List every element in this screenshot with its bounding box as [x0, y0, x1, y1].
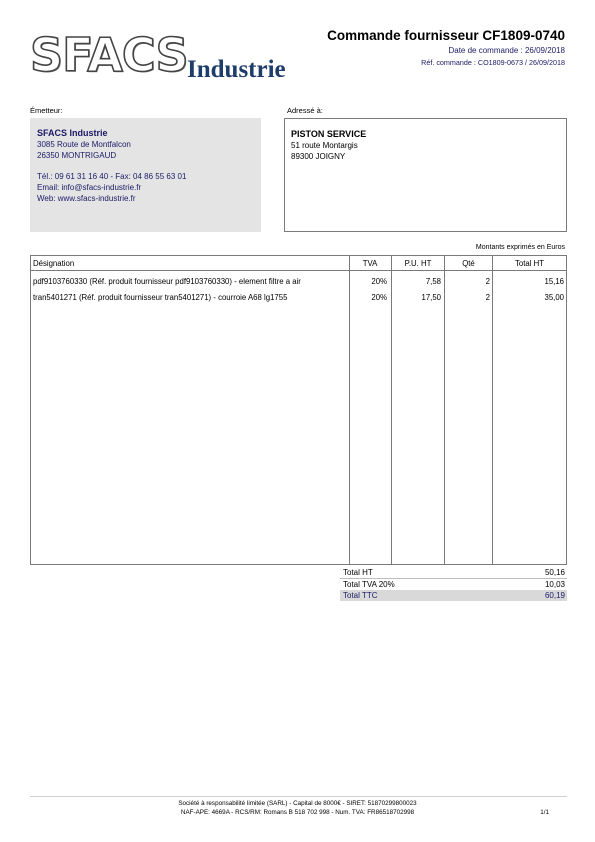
total-ttc-row: [340, 590, 567, 601]
row-tva: 20%: [371, 277, 387, 286]
order-reference: Réf. commande : CO1809-0673 / 26/09/2018: [421, 58, 565, 67]
sender-address-box: [30, 118, 261, 232]
sender-phone: Tél.: 09 61 31 16 40 - Fax: 04 86 55 63 01: [37, 172, 187, 181]
logo-subtitle: Industrie: [187, 56, 286, 83]
sender-website: Web: www.sfacs-industrie.fr: [37, 194, 136, 203]
sender-city: 26350 MONTRIGAUD: [37, 151, 117, 160]
row-quantity: 2: [485, 293, 490, 302]
row-tva: 20%: [371, 293, 387, 302]
total-tva-value: 10,03: [544, 580, 565, 589]
recipient-address-box: [284, 118, 567, 232]
column-header-unit-price: P.U. HT: [404, 259, 432, 268]
row-designation: pdf9103760330 (Réf. produit fournisseur pdf9103760330) - element filtre a air: [33, 277, 301, 286]
row-quantity: 2: [485, 277, 490, 286]
order-lines-table: [30, 255, 567, 565]
recipient-name: PISTON SERVICE: [291, 129, 367, 139]
column-header-tva: TVA: [362, 259, 378, 268]
totals-block: [340, 567, 567, 601]
sender-name: SFACS Industrie: [37, 128, 108, 138]
recipient-label: Adressé à:: [287, 106, 323, 115]
row-total: 15,16: [544, 277, 564, 286]
currency-note: Montants exprimés en Euros: [475, 244, 565, 251]
column-header-quantity: Qté: [462, 259, 475, 268]
row-unit-price: 17,50: [421, 293, 441, 302]
total-ttc-label: Total TTC: [343, 591, 378, 600]
total-ht-label: Total HT: [343, 568, 373, 577]
footer-legal-line-2: NAF-APE: 4669A - RCS/RM: Romans B 518 702 998 - Num. TVA: FR86518702998: [180, 809, 415, 816]
footer-legal-line-1: Société à responsabilité limitée (SARL) - Capital de 8000€ - SIRET: 51870299800023: [178, 800, 417, 807]
page-number: 1/1: [540, 809, 549, 816]
total-ht-row: [340, 567, 567, 578]
total-tva-row: [340, 578, 567, 590]
sender-email: Email: info@sfacs-industrie.fr: [37, 183, 142, 192]
order-date: Date de commande : 26/09/2018: [448, 46, 565, 55]
row-unit-price: 7,58: [425, 277, 441, 286]
footer-divider: [30, 796, 567, 797]
company-logo: [30, 28, 315, 88]
recipient-street: 51 route Montargis: [291, 141, 358, 150]
logo-brand: SFACS: [30, 28, 188, 82]
document-title: Commande fournisseur CF1809-0740: [327, 28, 565, 43]
total-tva-label: Total TVA 20%: [343, 580, 395, 589]
sender-street: 3085 Route de Montfalcon: [37, 140, 131, 149]
column-header-designation: Désignation: [33, 259, 75, 268]
column-header-total: Total HT: [514, 259, 545, 268]
recipient-city: 89300 JOIGNY: [291, 152, 346, 161]
sender-label: Émetteur:: [30, 106, 63, 115]
total-ht-value: 50,16: [544, 568, 565, 577]
total-ttc-value: 60,19: [544, 591, 565, 600]
row-designation: tran5401271 (Réf. produit fournisseur tran5401271) - courroie A68 lg1755: [33, 293, 288, 302]
row-total: 35,00: [544, 293, 564, 302]
